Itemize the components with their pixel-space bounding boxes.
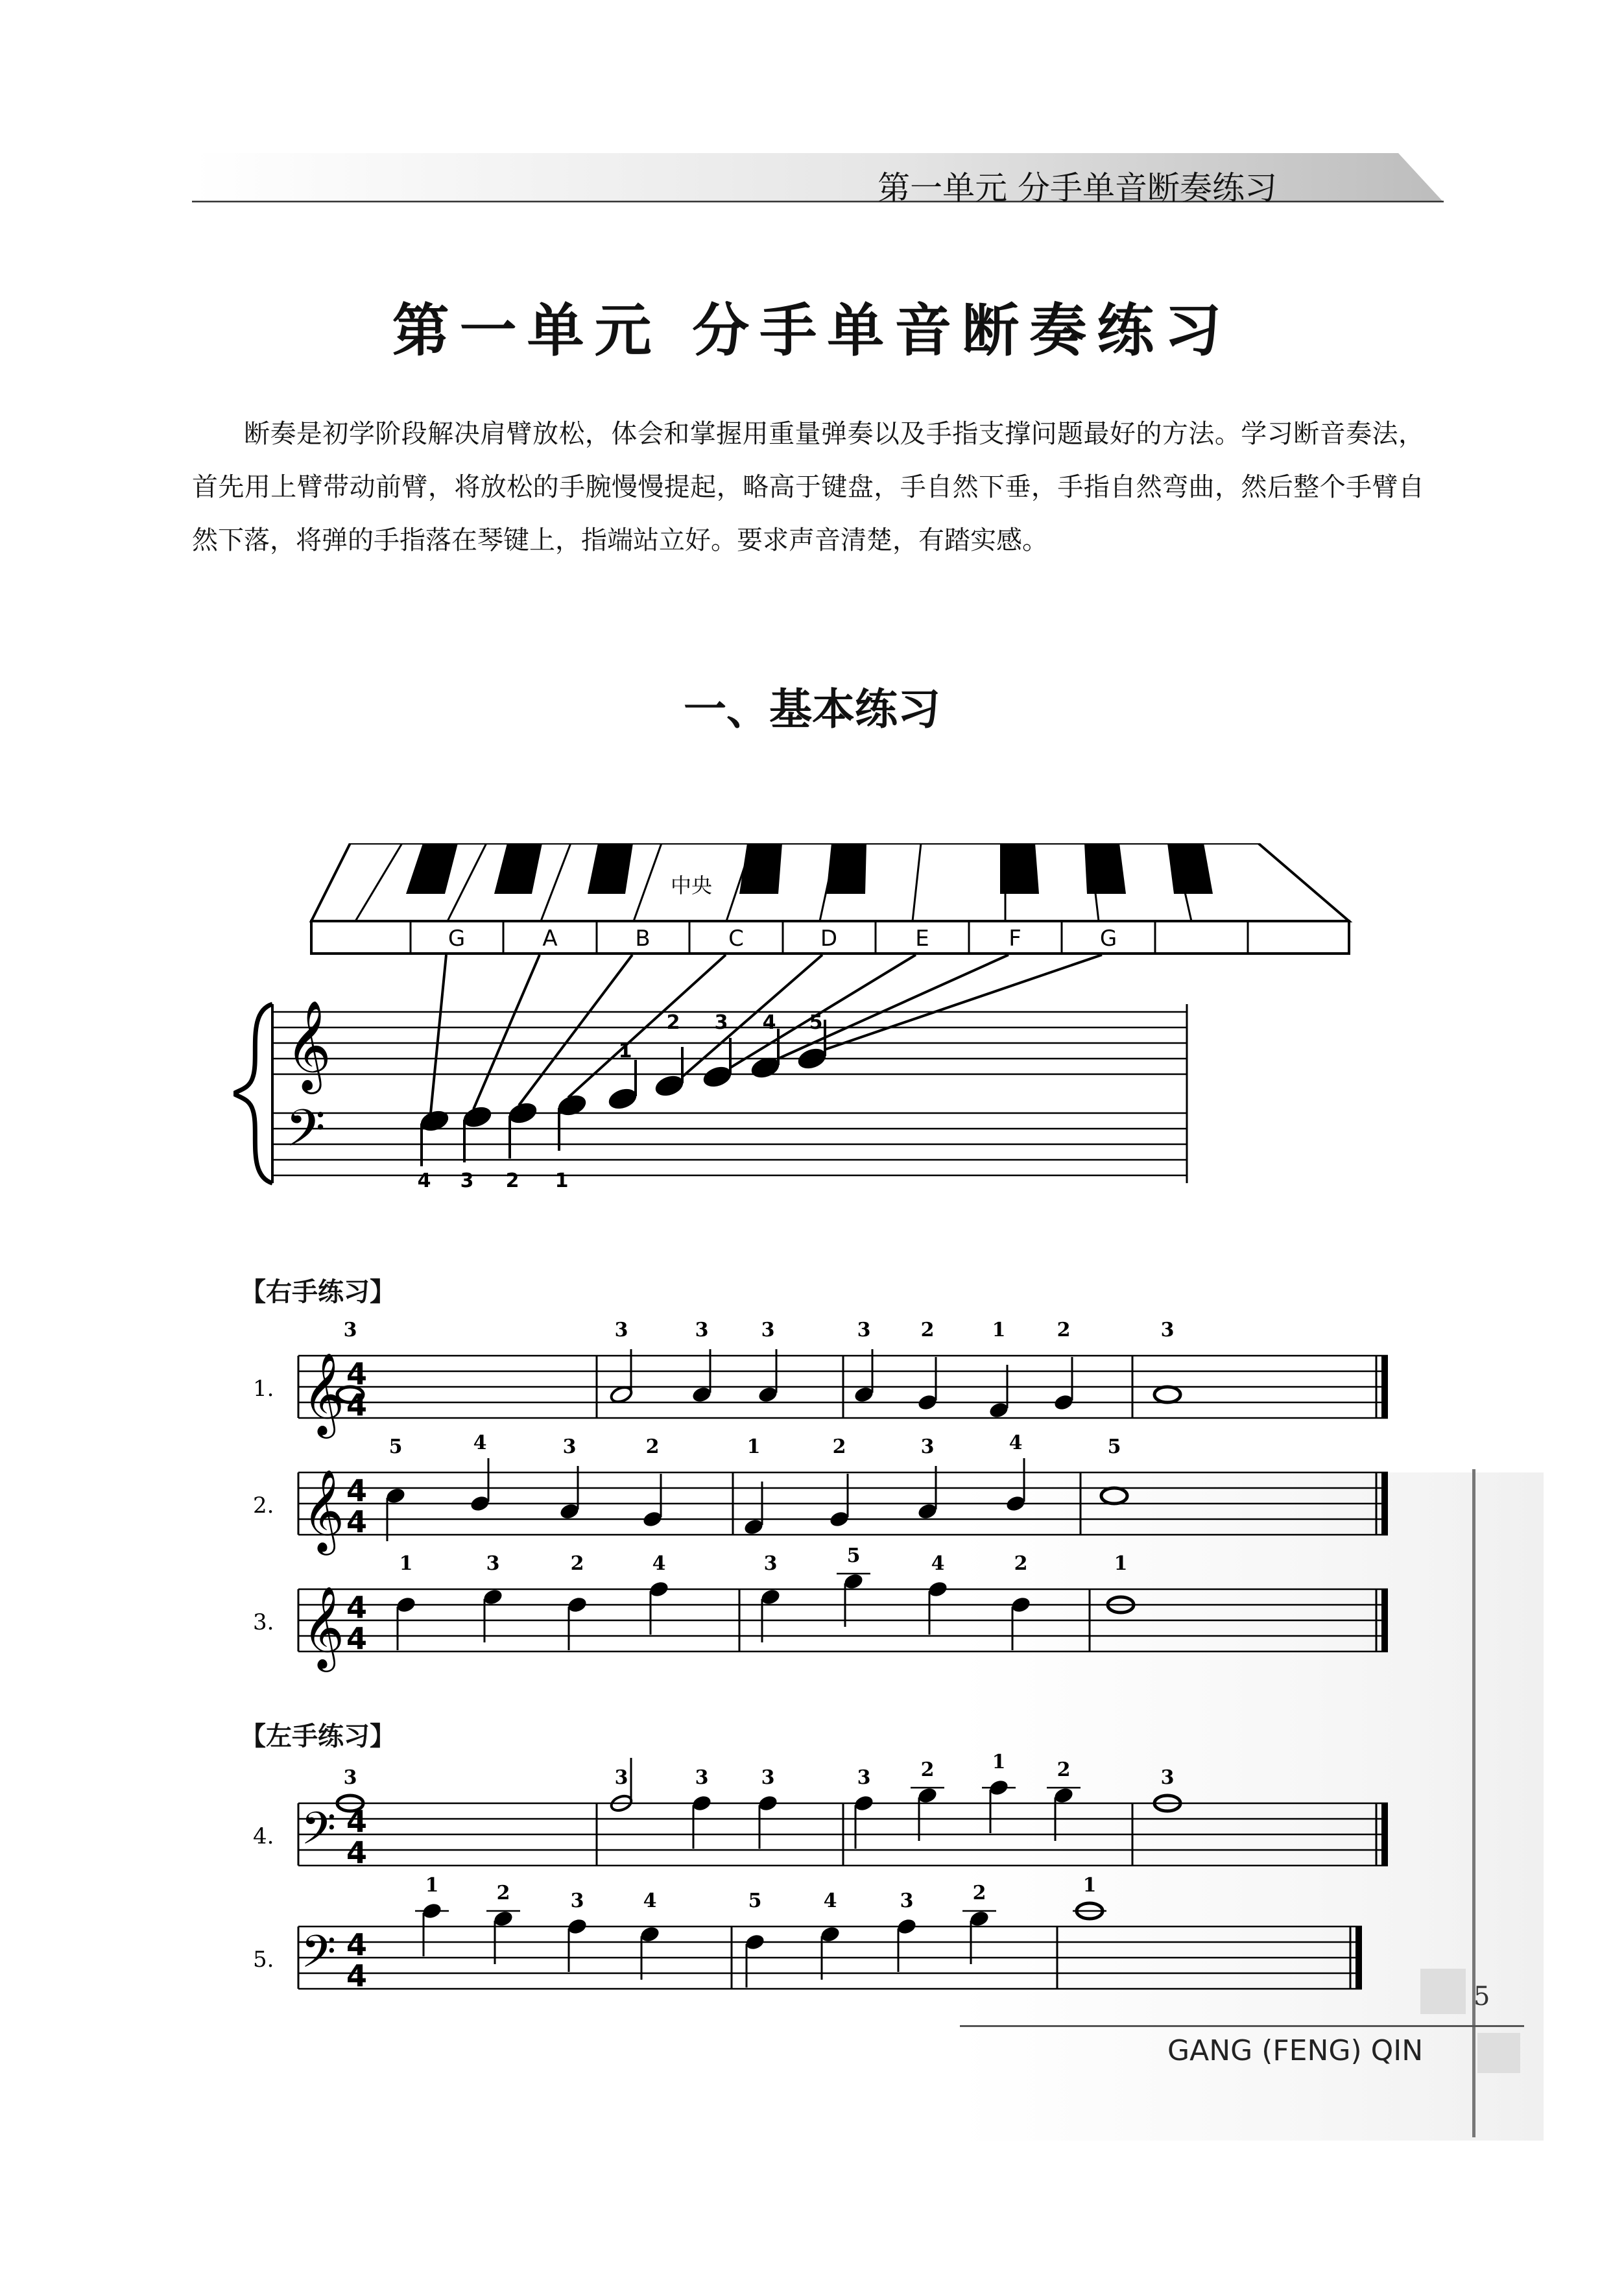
- time-signature-bottom: 4: [346, 1387, 368, 1423]
- fingering-number: 3: [761, 1766, 775, 1789]
- fingering-number: 2: [505, 1170, 519, 1192]
- exercise-number: 2.: [253, 1493, 274, 1519]
- treble-clef-icon: 𝄞: [302, 1352, 345, 1435]
- time-signature-top: 4: [346, 1590, 368, 1625]
- fingering-number: 1: [1114, 1552, 1128, 1575]
- key-letter: F: [1009, 926, 1021, 952]
- final-bar-thick: [1381, 1356, 1388, 1418]
- whole-note: [1101, 1488, 1127, 1504]
- fingering-number: 2: [832, 1435, 846, 1458]
- fingering-number: 3: [763, 1552, 778, 1575]
- fingering-number: 3: [486, 1552, 500, 1575]
- key-letter: E: [915, 926, 929, 952]
- time-signature-bottom: 4: [346, 1835, 368, 1870]
- middle-c-label: 中央: [670, 873, 713, 898]
- fingering-number: 2: [972, 1882, 986, 1904]
- fingering-number: 1: [992, 1319, 1006, 1341]
- fingering-number: 2: [920, 1319, 935, 1341]
- time-signature-bottom: 4: [346, 1621, 368, 1656]
- fingering-number: 2: [666, 1011, 680, 1034]
- fingering-number: 4: [762, 1011, 776, 1034]
- fingering-number: 3: [857, 1766, 871, 1789]
- time-signature-top: 4: [346, 1356, 368, 1391]
- fingering-number: 1: [555, 1170, 569, 1192]
- fingering-number: 5: [388, 1435, 403, 1458]
- page-number: 5: [1474, 1982, 1490, 2011]
- fingering-number: 2: [1057, 1759, 1071, 1781]
- exercise-4: [253, 1751, 1388, 1870]
- fingering-number: 3: [1160, 1766, 1175, 1789]
- fingering-number: 3: [570, 1890, 584, 1912]
- exercise-number: 4.: [253, 1823, 274, 1849]
- fingering-number: 3: [562, 1435, 577, 1458]
- fingering-number: 2: [645, 1435, 660, 1458]
- time-signature-bottom: 4: [346, 1504, 368, 1539]
- fingering-number: 2: [496, 1882, 510, 1904]
- fingering-number: 4: [417, 1170, 431, 1192]
- key-letter: C: [728, 926, 744, 952]
- fingering-number: 4: [652, 1552, 666, 1575]
- fingering-number: 3: [343, 1319, 357, 1341]
- key-letter: G: [448, 926, 466, 952]
- treble-clef-icon: 𝄞: [302, 1585, 345, 1668]
- fingering-number: 1: [746, 1435, 761, 1458]
- intro-paragraph: 断奏是初学阶段解决肩臂放松，体会和掌握用重量弹奏以及手指支撑问题最好的方法。学习断音奏法，首先用上臂带动前臂，将放松的手腕慢慢提起，略高于键盘，手自然下垂，手指自然弯曲，然后整个手臂自然下落，将弹的手指落在琴键上，指端站立好。要求声音清楚，有踏实感。: [192, 419, 1424, 555]
- time-signature-top: 4: [346, 1927, 368, 1962]
- fingering-number: 3: [714, 1011, 728, 1034]
- fingering-number: 3: [920, 1435, 935, 1458]
- fingering-number: 3: [900, 1890, 914, 1912]
- fingering-number: 4: [823, 1890, 837, 1912]
- footer-box: [1477, 2033, 1520, 2073]
- key-letter: B: [635, 926, 651, 952]
- fingering-number: 1: [618, 1040, 632, 1062]
- fingering-number: 3: [614, 1319, 628, 1341]
- exercise-5: [253, 1874, 1362, 1993]
- book-title: GANG (FENG) QIN: [1167, 2034, 1424, 2067]
- fingering-number: 2: [570, 1552, 584, 1575]
- fingering-number: 3: [1160, 1319, 1175, 1341]
- final-bar-thick: [1355, 1927, 1362, 1989]
- half-note: [609, 1385, 633, 1405]
- final-bar-thick: [1381, 1472, 1388, 1535]
- running-header-title: 第一单元 分手单音断奏练习: [878, 169, 1277, 207]
- fingering-number: 1: [992, 1751, 1006, 1773]
- fingering-number: 3: [343, 1766, 357, 1789]
- exercise-2: [253, 1432, 1388, 1555]
- fingering-number: 4: [473, 1432, 487, 1454]
- chapter-title: 第一单元 分手单音断奏练习: [392, 296, 1232, 364]
- fingering-number: 3: [695, 1766, 709, 1789]
- final-bar-thick: [1381, 1803, 1388, 1866]
- fingering-number: 5: [748, 1890, 762, 1912]
- key-letter: D: [820, 926, 838, 952]
- treble-clef-icon: 𝄞: [302, 1469, 345, 1552]
- whole-note: [1154, 1387, 1180, 1402]
- fingering-number: 3: [857, 1319, 871, 1341]
- fingering-number: 1: [1082, 1874, 1097, 1897]
- page-number-box: [1420, 1969, 1466, 2014]
- fingering-number: 1: [425, 1874, 439, 1897]
- fingering-number: 3: [761, 1319, 775, 1341]
- final-bar-thick: [1381, 1589, 1388, 1651]
- fingering-number: 2: [920, 1759, 935, 1781]
- time-signature-top: 4: [346, 1804, 368, 1839]
- fingering-number: 5: [1107, 1435, 1121, 1458]
- right-hand-label: 【右手练习】: [240, 1277, 396, 1307]
- footer-rule: [960, 2025, 1524, 2027]
- fingering-number: 4: [931, 1552, 945, 1575]
- fingering-number: 4: [1009, 1432, 1023, 1454]
- exercise-number: 5.: [253, 1947, 274, 1973]
- fingering-number: 3: [695, 1319, 709, 1341]
- exercise-number: 3.: [253, 1609, 274, 1635]
- bass-clef-icon: 𝄢: [301, 1925, 337, 1989]
- footer-vertical-rule: [1472, 1469, 1475, 2137]
- key-letter: G: [1099, 926, 1117, 952]
- fingering-number: 1: [399, 1552, 413, 1575]
- time-signature-top: 4: [346, 1473, 368, 1508]
- fingering-number: 3: [614, 1766, 628, 1789]
- fingering-number: 3: [460, 1170, 474, 1192]
- left-hand-label: 【左手练习】: [240, 1722, 396, 1751]
- treble-clef-icon: 𝄞: [285, 1000, 331, 1090]
- exercise-3: [253, 1544, 1388, 1672]
- fingering-number: 4: [643, 1890, 657, 1912]
- exercise-number: 1.: [253, 1376, 274, 1402]
- time-signature-bottom: 4: [346, 1958, 368, 1993]
- bass-clef-icon: 𝄢: [301, 1802, 337, 1866]
- key-letter: A: [542, 926, 558, 952]
- bass-clef-icon: 𝄢: [285, 1098, 326, 1171]
- exercise-1: [253, 1319, 1388, 1439]
- section-title: 一、基本练习: [684, 684, 940, 734]
- fingering-number: 5: [809, 1011, 823, 1034]
- fingering-number: 5: [846, 1544, 861, 1567]
- fingering-number: 2: [1014, 1552, 1028, 1575]
- fingering-number: 2: [1057, 1319, 1071, 1341]
